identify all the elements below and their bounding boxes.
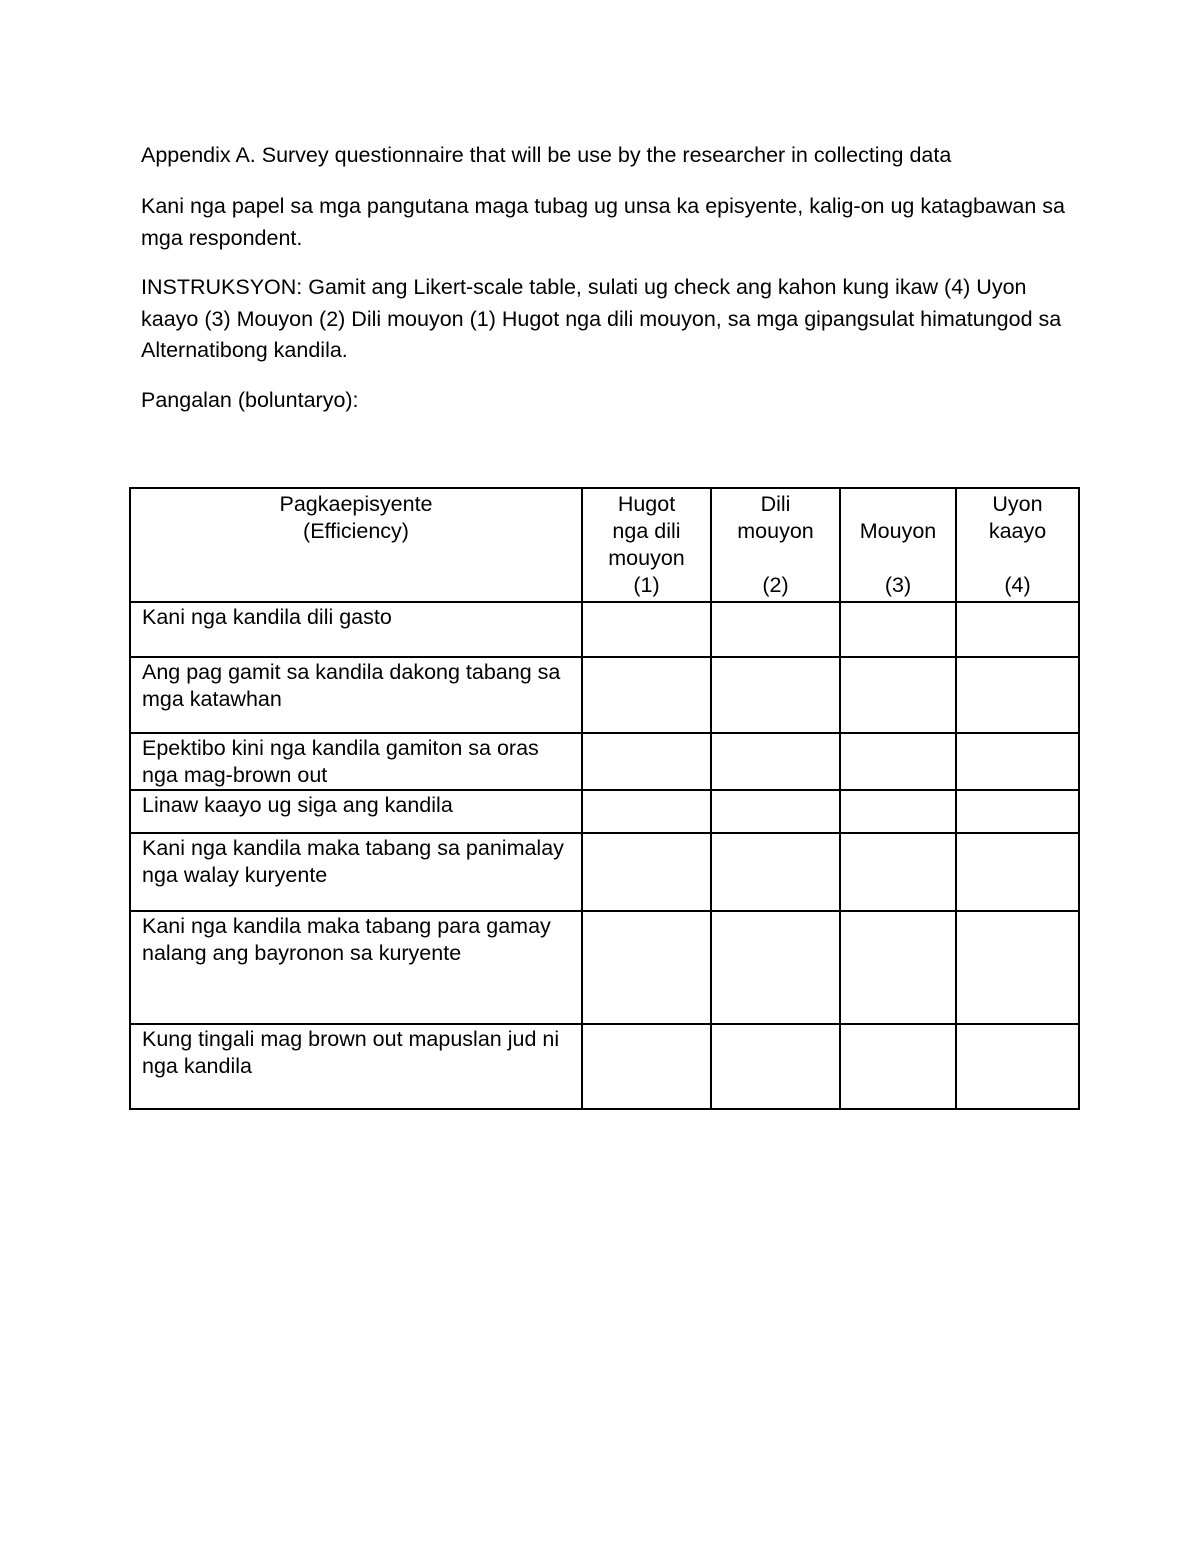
table-header-row bbox=[130, 488, 1079, 602]
rating-4-score: (4) bbox=[1004, 573, 1031, 597]
rating-header-2 bbox=[711, 488, 840, 602]
intro-paragraph: Kani nga papel sa mga pangutana maga tubag ug unsa ka episyente, kalig-on ug katagbawan sa mga respondent. bbox=[141, 194, 1065, 250]
rating-checkbox-2[interactable] bbox=[711, 657, 840, 733]
table-row bbox=[130, 911, 1079, 1024]
item-statement: Linaw kaayo ug siga ang kandila bbox=[130, 790, 582, 833]
rating-1-score: (1) bbox=[633, 573, 660, 597]
rating-checkbox-3[interactable] bbox=[840, 733, 956, 790]
rating-checkbox-4[interactable] bbox=[956, 657, 1079, 733]
item-statement: Kani nga kandila maka tabang para gamay nalang ang bayronon sa kuryente bbox=[130, 911, 582, 1024]
rating-checkbox-4[interactable] bbox=[956, 833, 1079, 911]
rating-checkbox-2[interactable] bbox=[711, 833, 840, 911]
table-row bbox=[130, 1024, 1079, 1109]
item-statement: Kani nga kandila dili gasto bbox=[130, 602, 582, 657]
rating-checkbox-4[interactable] bbox=[956, 733, 1079, 790]
item-statement: Kung tingali mag brown out mapuslan jud ni nga kandila bbox=[130, 1024, 582, 1109]
rating-checkbox-1[interactable] bbox=[582, 790, 711, 833]
rating-checkbox-1[interactable] bbox=[582, 911, 711, 1024]
table-row bbox=[130, 602, 1079, 657]
rating-3-label: Mouyon bbox=[859, 519, 937, 543]
category-header-english: (Efficiency) bbox=[303, 519, 409, 543]
rating-checkbox-3[interactable] bbox=[840, 1024, 956, 1109]
rating-checkbox-2[interactable] bbox=[711, 911, 840, 1024]
category-header-label: Pagkaepisyente bbox=[279, 492, 433, 516]
rating-header-3 bbox=[840, 488, 956, 602]
table-row bbox=[130, 833, 1079, 911]
rating-checkbox-4[interactable] bbox=[956, 602, 1079, 657]
rating-checkbox-3[interactable] bbox=[840, 911, 956, 1024]
rating-checkbox-2[interactable] bbox=[711, 1024, 840, 1109]
rating-checkbox-2[interactable] bbox=[711, 790, 840, 833]
rating-checkbox-1[interactable] bbox=[582, 733, 711, 790]
rating-1-line1: Hugot bbox=[617, 492, 676, 516]
rating-checkbox-4[interactable] bbox=[956, 790, 1079, 833]
rating-4-line1: Uyon bbox=[992, 492, 1043, 516]
rating-header-1 bbox=[582, 488, 711, 602]
rating-1-line3: mouyon bbox=[608, 546, 685, 570]
rating-checkbox-1[interactable] bbox=[582, 1024, 711, 1109]
rating-2-line2: mouyon bbox=[737, 519, 814, 543]
rating-2-line1: Dili bbox=[760, 492, 791, 516]
likert-survey-table bbox=[129, 487, 1080, 1110]
rating-checkbox-4[interactable] bbox=[956, 1024, 1079, 1109]
item-statement: Epektibo kini nga kandila gamiton sa oras nga mag-brown out bbox=[130, 733, 582, 790]
table-row bbox=[130, 733, 1079, 790]
rating-2-score: (2) bbox=[762, 573, 789, 597]
table-row bbox=[130, 790, 1079, 833]
instructions-paragraph: INSTRUKSYON: Gamit ang Likert-scale table, sulati ug check ang kahon kung ikaw (4) Uyon kaayo (3) Mouyon (2) Dili mouyon (1) Hugot nga dili mouyon, sa mga gipangsulat himatungod sa Alternatibong kandila. bbox=[141, 275, 1062, 362]
item-statement: Ang pag gamit sa kandila dakong tabang sa mga katawhan bbox=[130, 657, 582, 733]
rating-checkbox-1[interactable] bbox=[582, 833, 711, 911]
rating-checkbox-3[interactable] bbox=[840, 790, 956, 833]
rating-checkbox-3[interactable] bbox=[840, 602, 956, 657]
name-field-label: Pangalan (boluntaryo): bbox=[141, 388, 359, 412]
category-header bbox=[130, 488, 582, 602]
rating-header-4 bbox=[956, 488, 1079, 602]
item-statement: Kani nga kandila maka tabang sa panimalay nga walay kuryente bbox=[130, 833, 582, 911]
rating-checkbox-1[interactable] bbox=[582, 657, 711, 733]
rating-checkbox-1[interactable] bbox=[582, 602, 711, 657]
rating-4-line2: kaayo bbox=[988, 519, 1047, 543]
rating-3-score: (3) bbox=[884, 573, 912, 597]
rating-1-line2: nga dili bbox=[612, 519, 681, 543]
appendix-title: Appendix A. Survey questionnaire that will be use by the researcher in collecting data bbox=[141, 143, 952, 167]
rating-checkbox-3[interactable] bbox=[840, 657, 956, 733]
rating-checkbox-2[interactable] bbox=[711, 733, 840, 790]
table-row bbox=[130, 657, 1079, 733]
rating-checkbox-2[interactable] bbox=[711, 602, 840, 657]
rating-checkbox-4[interactable] bbox=[956, 911, 1079, 1024]
rating-checkbox-3[interactable] bbox=[840, 833, 956, 911]
